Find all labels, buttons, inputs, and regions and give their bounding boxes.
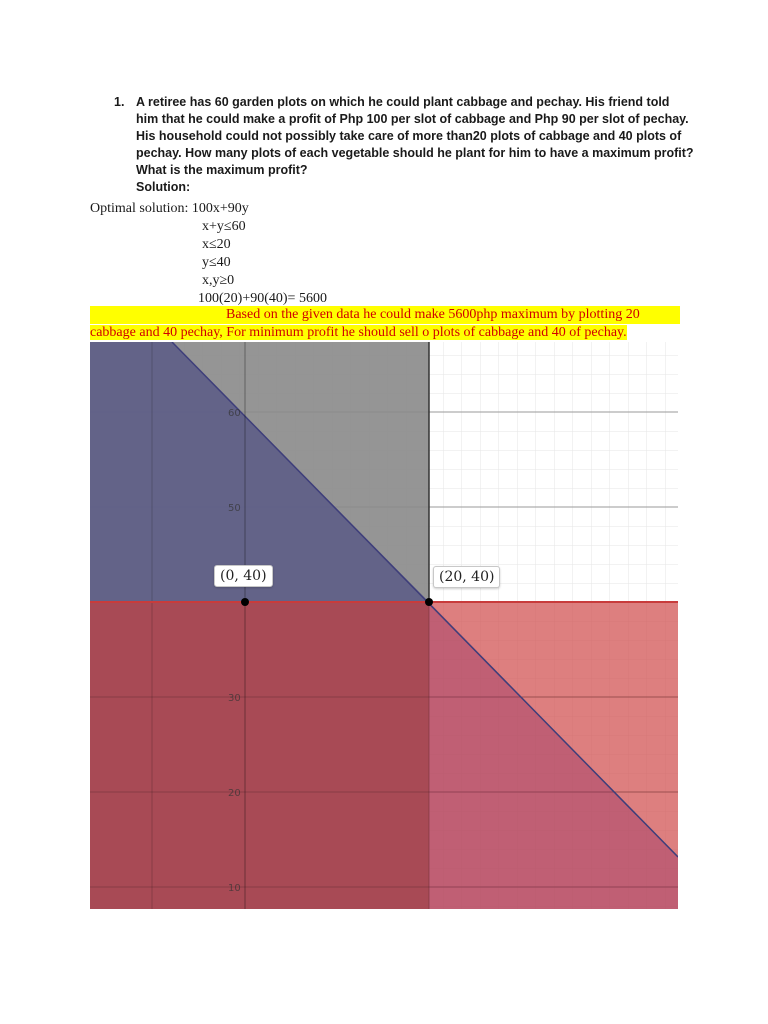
optimal-solution-line	[90, 200, 249, 218]
conclusion-text	[90, 306, 680, 342]
constraint-4: x,y≥0	[202, 273, 235, 288]
y-tick-20: 20	[228, 788, 241, 799]
red-region-left	[90, 602, 429, 909]
point-label-0-40: (0, 40)	[214, 565, 273, 587]
y-tick-10: 10	[228, 883, 241, 894]
graph-svg	[90, 342, 678, 909]
solution-label: Solution:	[136, 180, 191, 194]
y-tick-30: 30	[228, 693, 241, 704]
y-tick-60: 60	[228, 408, 241, 419]
conclusion-line-2: cabbage and 40 pechay, For minimum profit he should sell o plots of cabbage and 40 of pechay.	[90, 325, 627, 340]
problem-text: A retiree has 60 garden plots on which he could plant cabbage and pechay. His friend told him that he could make a profit of Php 100 per slot of cabbage and Php 90 per slot of pechay. His household could not possibly take care of more than20 plots of cabbage and 40 plots of pechay. How many plots of each vegetable should he plant for him to have a maximum profit? What is the maximum profit?	[136, 95, 694, 177]
constraint-3: y≤40	[202, 255, 231, 270]
objective-function: 100x+90y	[191, 201, 249, 216]
problem-statement	[114, 94, 694, 196]
feasible-region-graph	[90, 342, 678, 909]
optimal-label: Optimal solution:	[90, 201, 189, 216]
y-tick-50: 50	[228, 503, 241, 514]
evaluation: 100(20)+90(40)= 5600	[198, 291, 327, 306]
point-20-40	[425, 598, 433, 606]
problem-number: 1.	[114, 95, 125, 109]
point-label-20-40: (20, 40)	[433, 566, 500, 588]
point-0-40	[241, 598, 249, 606]
constraint-1: x+y≤60	[202, 219, 246, 234]
constraints-list	[198, 218, 327, 308]
constraint-2: x≤20	[202, 237, 231, 252]
conclusion-line-1: Based on the given data he could make 5600php maximum by plotting 20	[226, 307, 640, 322]
